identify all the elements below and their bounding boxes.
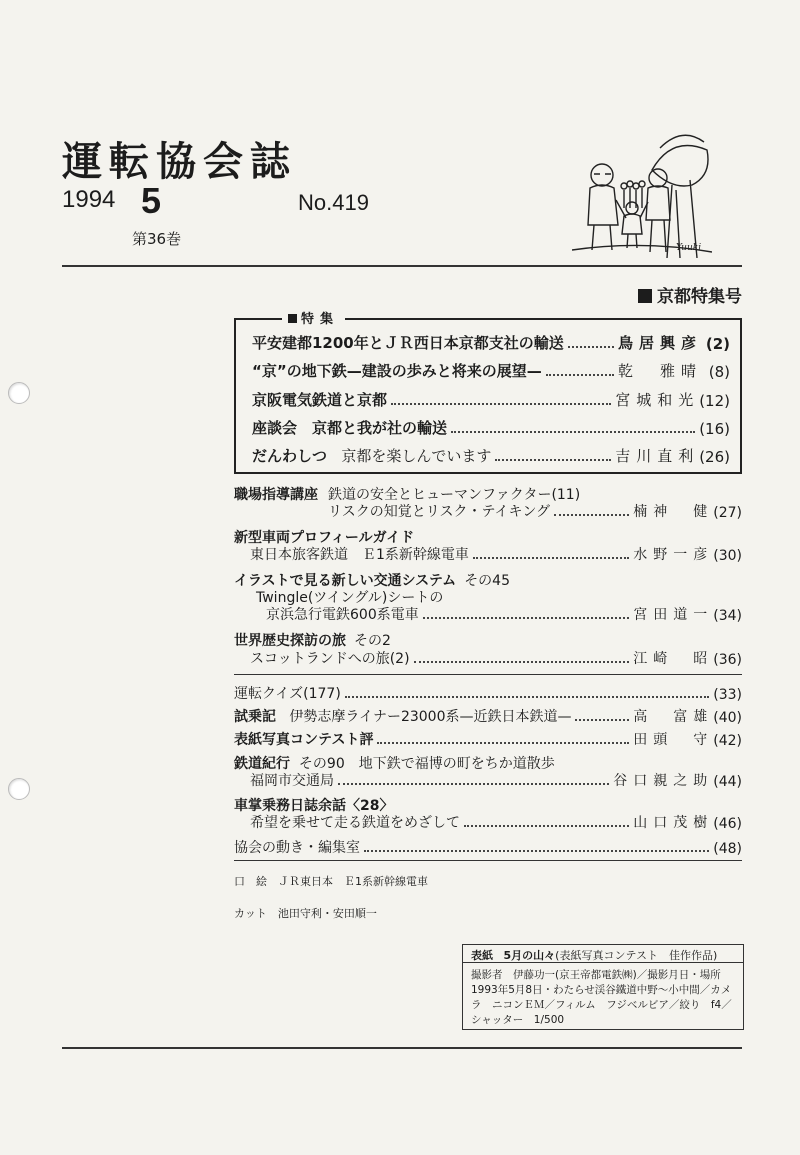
feature-item[interactable]: 平安建都1200年とＪＲ西日本京都支社の輸送 鳥居興彦 (2) (252, 334, 730, 353)
cover-info-line: シャッター 1/500 (471, 1014, 565, 1026)
toc-entry[interactable]: 表紙写真コンテスト評 田頭 守 (42) (234, 732, 742, 749)
cover-info-box (462, 944, 744, 1030)
toc-entry-line: 鉄道紀行 その90 地下鉄で福博の町をちか道散歩 (234, 756, 555, 772)
illustration-signature: Yuuki (676, 243, 702, 253)
frontispiece-credit: 口 絵 ＪＲ東日本 Ｅ1系新幹線電車 (234, 875, 428, 888)
feature-item[interactable]: だんわしつ 京都を楽しんでいます 吉川直利 (26) (252, 447, 730, 466)
section-divider (234, 860, 742, 861)
toc-entry[interactable]: 協会の動き・編集室 (48) (234, 840, 742, 857)
cover-info-line: 撮影者 伊藤功一(京王帝都電鉄㈱)／撮影月日・場所 (471, 969, 721, 981)
cover-info-line: ラ ニコンＥＭ／フィルム フジベルビア／絞り f4／ (471, 999, 732, 1011)
special-issue-label: 京都特集号 (638, 282, 742, 307)
feature-label: 特集 (282, 308, 345, 327)
issue-number: No.419 (298, 190, 369, 215)
cover-illustration (572, 130, 712, 258)
toc-entry[interactable]: 福岡市交通局 谷口親之助 (44) (250, 773, 742, 790)
cover-info-header: 表紙 5月の山々(表紙写真コンテスト 佳作作品) (463, 945, 743, 963)
feature-item[interactable]: 京阪電気鉄道と京都 宮城和光 (12) (252, 391, 730, 410)
binder-hole (8, 382, 30, 404)
binder-hole (8, 778, 30, 800)
volume-number: 第36巻 (132, 230, 182, 248)
toc-entry[interactable]: 東日本旅客鉄道 Ｅ1系新幹線電車 水野一彦 (30) (250, 547, 742, 564)
feature-box (234, 318, 742, 474)
section-divider (234, 674, 742, 675)
toc-entry[interactable]: 希望を乗せて走る鉄道をめざして 山口茂樹 (46) (250, 815, 742, 832)
toc-entry[interactable]: リスクの知覚とリスク・テイキング 楠神 健 (27) (328, 504, 742, 521)
issue-year: 1994 (62, 186, 116, 213)
section-title-transit-systems: イラストで見る新しい交通システム その45 (234, 573, 511, 589)
toc-entry-line: 車掌乗務日誌余話〈28〉 (234, 798, 394, 814)
cuts-credit: カット 池田守利・安田順一 (234, 907, 377, 920)
header-divider (62, 265, 742, 267)
section-title-shokuba: 職場指導講座 鉄道の安全とヒューマンファクター(11) (234, 487, 581, 503)
toc-entry-line: Twingle(ツイングル)シートの (256, 590, 444, 606)
section-title-world-history: 世界歴史探訪の旅 その2 (234, 633, 391, 649)
issue-month: 5 (141, 180, 162, 221)
cover-info-line: 1993年5月8日・わたらせ渓谷鐵道中野～小中間／カメ (471, 984, 732, 996)
toc-entry[interactable]: 試乗記 伊勢志摩ライナー23000系—近鉄日本鉄道— 高 富雄 (40) (234, 709, 742, 726)
magazine-title: 運転協会誌 (62, 138, 297, 185)
toc-entry[interactable]: 運転クイズ(177) (33) (234, 686, 742, 703)
section-title-vehicle-guide: 新型車両プロフィールガイド (234, 530, 415, 546)
feature-item[interactable]: “京”の地下鉄—建設の歩みと将来の展望— 乾 雅晴 (8) (252, 362, 730, 381)
feature-item[interactable]: 座談会 京都と我が社の輸送 (16) (252, 419, 730, 438)
footer-divider (62, 1047, 742, 1049)
toc-entry[interactable]: 京浜急行電鉄600系電車 宮田道一 (34) (266, 607, 742, 624)
toc-entry[interactable]: スコットランドへの旅(2) 江崎 昭 (36) (250, 651, 742, 668)
